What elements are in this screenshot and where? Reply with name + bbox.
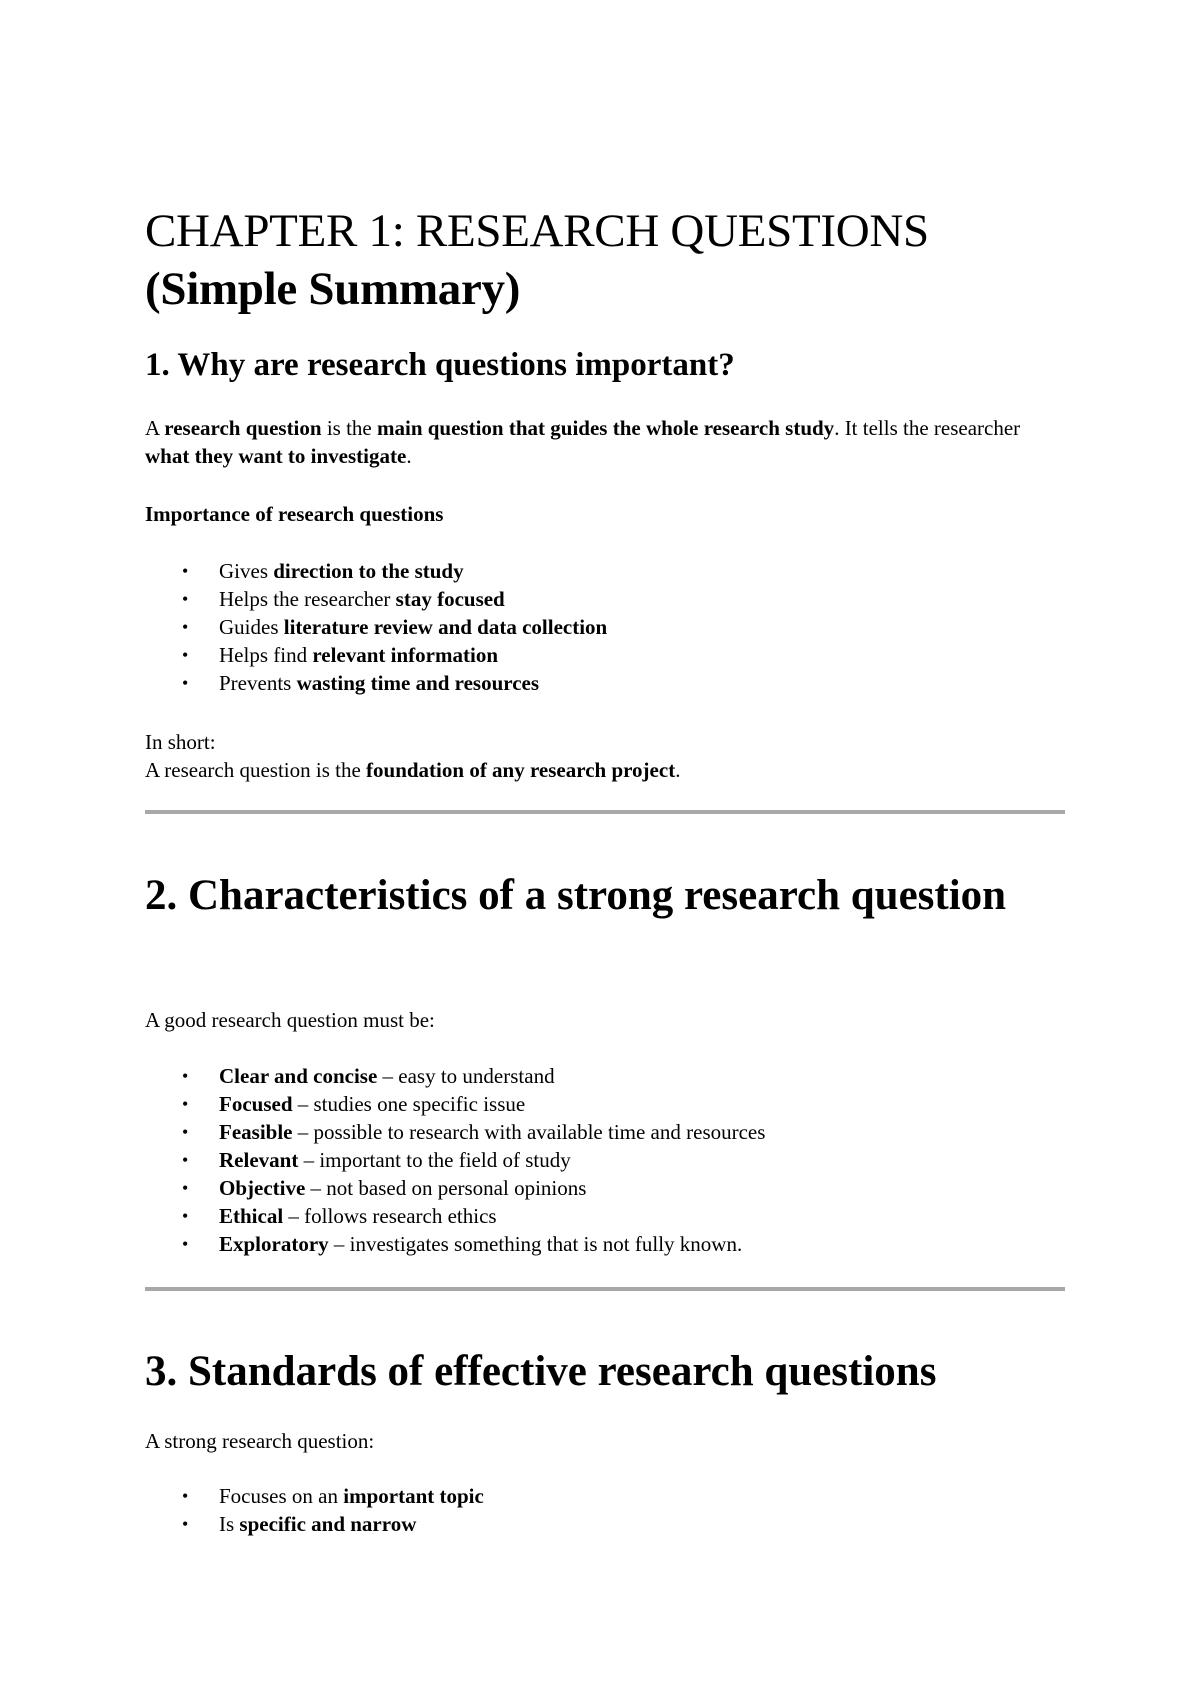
section-1-summary: A research question is the foundation of any research project. xyxy=(145,758,681,782)
list-item: • Exploratory – investigates something that is not fully known. xyxy=(182,1232,743,1256)
bullet-icon: • xyxy=(182,1066,189,1086)
list-item: • Ethical – follows research ethics xyxy=(182,1204,497,1228)
bullet-icon: • xyxy=(182,673,189,693)
bullet-icon: • xyxy=(182,561,189,581)
bullet-icon: • xyxy=(182,1094,189,1114)
list-item: • Objective – not based on personal opinions xyxy=(182,1176,587,1200)
characteristics-list xyxy=(145,1062,765,1258)
list-item: • Feasible – possible to research with available time and resources xyxy=(182,1120,766,1144)
in-short-label: In short: xyxy=(145,730,216,754)
list-item: • Focuses on an important topic xyxy=(182,1484,484,1508)
list-item: • Relevant – important to the field of study xyxy=(182,1148,571,1172)
bullet-icon: • xyxy=(182,645,189,665)
list-item: • Is specific and narrow xyxy=(182,1512,417,1536)
section-3-heading: 3. Standards of effective research questions xyxy=(145,1348,937,1395)
bullet-icon: • xyxy=(182,1486,189,1506)
standards-list xyxy=(145,1482,484,1538)
list-item: • Helps the researcher stay focused xyxy=(182,587,505,611)
importance-list xyxy=(145,557,607,697)
list-item: • Guides literature review and data collection xyxy=(182,615,608,639)
bullet-icon: • xyxy=(182,1150,189,1170)
list-item: • Prevents wasting time and resources xyxy=(182,671,540,695)
bullet-icon: • xyxy=(182,1206,189,1226)
section-divider xyxy=(145,1287,1065,1291)
section-1-heading: 1. Why are research questions important? xyxy=(145,347,735,383)
document-title xyxy=(145,202,1065,318)
title-line-1: CHAPTER 1: RESEARCH QUESTIONS xyxy=(145,205,929,257)
section-2-heading: 2. Characteristics of a strong research question xyxy=(145,872,1007,919)
section-3-intro: A strong research question: xyxy=(145,1429,375,1453)
list-item: • Gives direction to the study xyxy=(182,559,464,583)
section-2-intro: A good research question must be: xyxy=(145,1008,435,1032)
bullet-icon: • xyxy=(182,589,189,609)
title-line-2: (Simple Summary) xyxy=(145,263,521,315)
list-item: • Helps find relevant information xyxy=(182,643,498,667)
bullet-icon: • xyxy=(182,1178,189,1198)
bullet-icon: • xyxy=(182,1122,189,1142)
section-1-intro: A research question is the main question that guides the whole research study. It tells the researcher what they want to investigate. xyxy=(145,416,1021,468)
bullet-icon: • xyxy=(182,617,189,637)
section-divider xyxy=(145,810,1065,814)
bullet-icon: • xyxy=(182,1234,189,1254)
importance-subheading: Importance of research questions xyxy=(145,502,444,526)
bullet-icon: • xyxy=(182,1514,189,1534)
list-item: • Clear and concise – easy to understand xyxy=(182,1064,555,1088)
list-item: • Focused – studies one specific issue xyxy=(182,1092,526,1116)
